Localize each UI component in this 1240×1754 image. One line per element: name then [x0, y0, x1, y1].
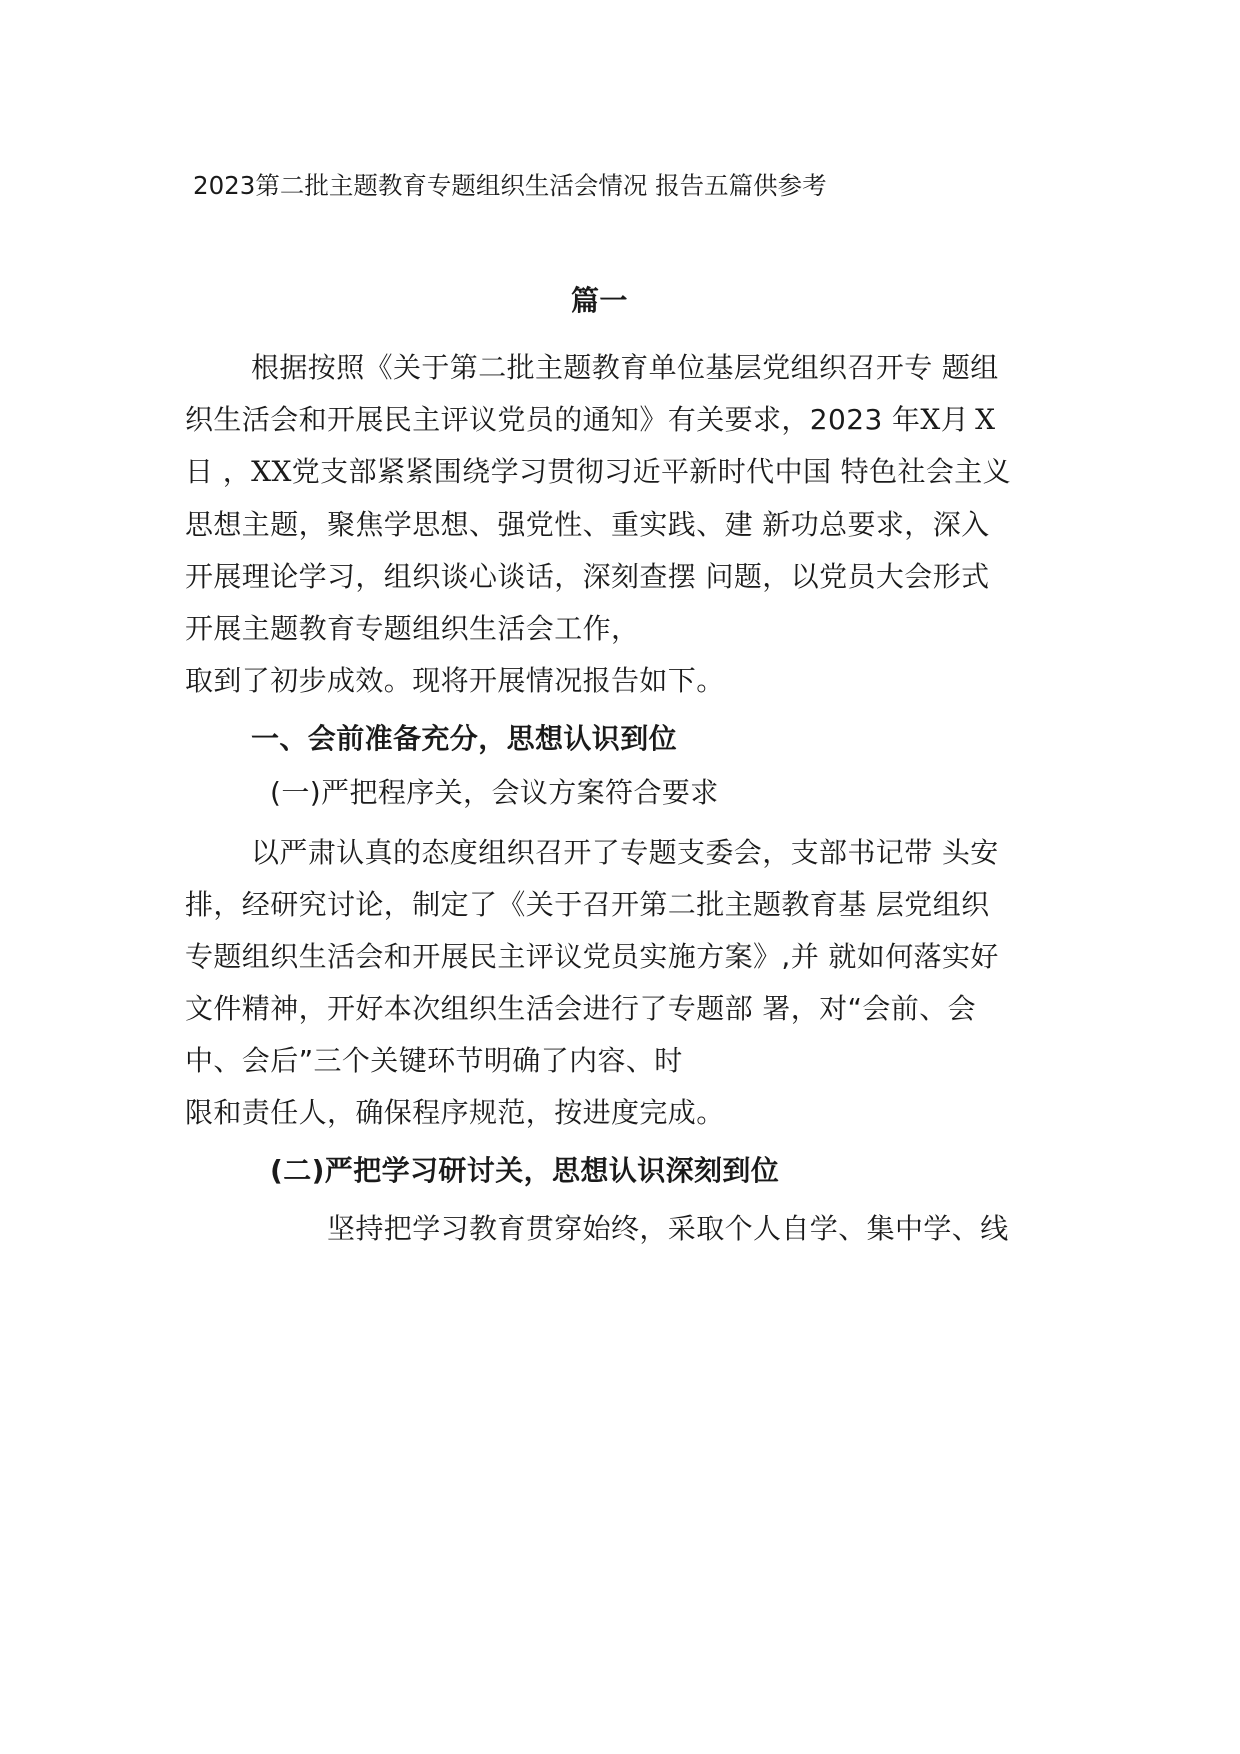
paragraph-2-line-3: 专题组织生活会和开展民主评议党员实施方案》,并 就如何落实好 — [185, 940, 999, 973]
text-run: X — [975, 403, 996, 436]
part-heading: 篇一 — [571, 284, 628, 317]
paragraph-3-line-1: 坚持把学习教育贯穿始终，采取个人自学、集中学、线 — [327, 1212, 1009, 1245]
text-run: 日 ， — [185, 455, 252, 488]
paragraph-1-line-6: 开展主题教育专题组织生活会工作， — [185, 612, 640, 645]
paragraph-1-line-4: 思想主题，聚焦学思想、强党性、重实践、建 新功总要求，深入 — [185, 508, 990, 541]
text-run: X — [920, 403, 941, 436]
document-title: 2023第二批主题教育专题组织生活会情况 报告五篇供参考 — [193, 171, 827, 200]
section-1-heading: 一、会前准备充分，思想认识到位 — [251, 722, 678, 755]
paragraph-1-line-1: 根据按照《关于第二批主题教育单位基层党组织召开专 题组 — [251, 351, 999, 384]
paragraph-2-line-6: 限和责任人，确保程序规范，按进度完成。 — [185, 1096, 725, 1129]
paragraph-1-line-2 — [185, 400, 995, 440]
paragraph-1-line-7: 取到了初步成效。现将开展情况报告如下。 — [185, 664, 725, 697]
text-run: 党支部紧紧围绕学习贯彻习近平新时代中国 特色社会主义 — [291, 455, 1012, 488]
text-run: XX — [251, 455, 292, 488]
paragraph-2-line-5: 中、会后”三个关键环节明确了内容、时 — [185, 1044, 683, 1077]
paragraph-2-line-1: 以严肃认真的态度组织召开了专题支委会，支部书记带 头安 — [251, 836, 999, 869]
text-run: 织生活会和开展民主评议党员的通知》有关要求，2023 年 — [185, 403, 921, 436]
text-run: 月 — [940, 403, 970, 436]
paragraph-2-line-2: 排，经研究讨论，制定了《关于召开第二批主题教育基 层党组织 — [185, 888, 990, 921]
subsection-1-heading: (一)严把程序关，会议方案符合要求 — [270, 776, 719, 809]
paragraph-1-line-5: 开展理论学习，组织谈心谈话，深刻查摆 问题，以党员大会形式 — [185, 560, 990, 593]
paragraph-2-line-4: 文件精神，开好本次组织生活会进行了专题部 署，对“会前、会 — [185, 992, 977, 1025]
subsection-2-heading: (二)严把学习研讨关，思想认识深刻到位 — [270, 1154, 780, 1187]
paragraph-1-line-3 — [185, 452, 1011, 492]
